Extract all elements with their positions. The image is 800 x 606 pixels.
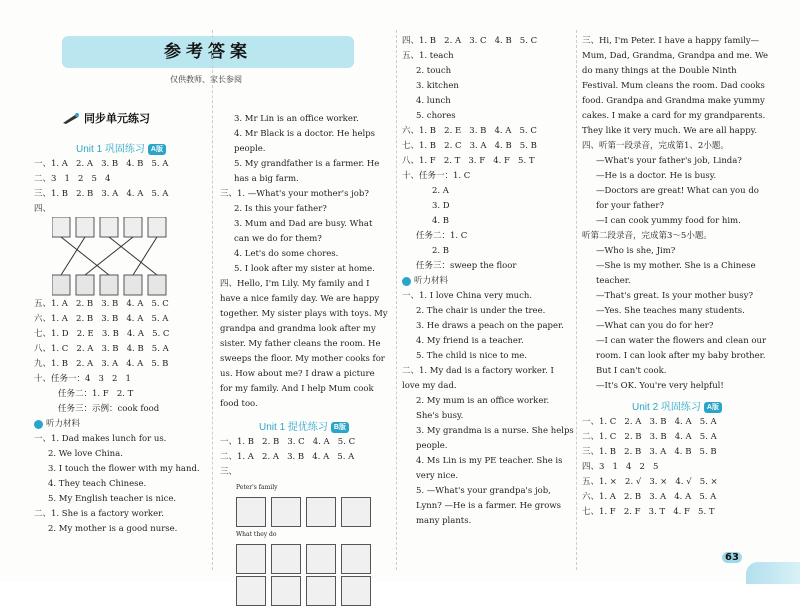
listening-heading	[402, 274, 574, 289]
section-title: 同步单元练习	[84, 112, 150, 125]
transcript-line: —Yes. She teaches many students.	[596, 306, 745, 316]
answer-line: 5. chores	[416, 111, 456, 121]
illustration	[271, 576, 301, 606]
answer-line: 任务三：sweep the floor	[416, 261, 517, 271]
transcript-line: 二、1. My dad is a factory worker. I love my dad.	[402, 366, 554, 391]
listening-title: 听力材料	[46, 419, 81, 429]
transcript-line: 2. My mother is a good nurse.	[48, 524, 178, 534]
answer-line: 二、1. A 2. A 3. B 4. A 5. A	[220, 452, 355, 462]
transcript-line: —Who is she, Jim?	[596, 246, 676, 256]
transcript-line: —She is my mother. She is a Chinese teacher.	[596, 261, 756, 286]
transcript-line: 5. My grandfather is a farmer. He has a big farm.	[234, 159, 380, 184]
answer-line: 五、1. A 2. B 3. B 4. A 5. C	[34, 299, 169, 309]
answer-line: 3. D	[432, 201, 450, 211]
picture-row	[236, 544, 388, 574]
column-divider	[396, 30, 398, 570]
transcript-line: 一、1. Dad makes lunch for us.	[34, 434, 167, 444]
level-badge: B版	[331, 422, 349, 433]
transcript-line: —I can cook yummy food for him.	[596, 216, 741, 226]
answer-line: 三、	[220, 467, 238, 477]
answer-line: 八、1. C 2. A 3. B 4. B 5. A	[34, 344, 169, 354]
answer-line: 四、1. B 2. A 3. C 4. B 5. C	[402, 36, 538, 46]
illustration	[271, 497, 301, 527]
transcript-line: 三、1. —What's your mother's job?	[220, 189, 369, 199]
picture-row	[236, 576, 388, 606]
transcript-line: —It's OK. You're very helpful!	[596, 381, 724, 391]
transcript-line: 3. My grandma is a nurse. She helps people.	[416, 426, 574, 451]
answer-line: 五、1. × 2. √ 3. × 4. √ 5. ×	[582, 477, 718, 487]
answer-line: 六、1. B 2. E 3. B 4. A 5. C	[402, 126, 537, 136]
illustration	[306, 497, 336, 527]
transcript-line: —Doctors are great! What can you do for your father?	[596, 186, 759, 211]
unit-heading	[34, 142, 208, 157]
page-corner-decoration	[746, 562, 800, 584]
transcript-line: 4. They teach Chinese.	[48, 479, 147, 489]
answer-line: 一、1. A 2. A 3. B 4. B 5. A	[34, 159, 169, 169]
unit-heading	[582, 400, 772, 415]
transcript-line: 5. The child is nice to me.	[416, 351, 527, 361]
transcript-line: 5. —What's your grandpa's job, Lynn? —He is a farmer. He grows many plants.	[416, 486, 562, 526]
transcript-line: —I can water the flowers and clean our room. I can look after my baby brother. But I can't cook.	[596, 336, 767, 376]
column-3	[402, 34, 574, 529]
answer-line: 任务二：1. F 2. T	[58, 389, 134, 399]
column-4	[582, 34, 772, 520]
matching-lines	[52, 217, 172, 297]
answer-line: 任务二：1. C	[416, 231, 468, 241]
answer-line: 二、1. C 2. B 3. B 4. A 5. A	[582, 432, 717, 442]
answer-line: 一、1. C 2. A 3. B 4. A 5. A	[582, 417, 717, 427]
column-divider	[576, 30, 578, 570]
picture-caption: Peter's family	[236, 484, 278, 491]
transcript-line: 2. Is this your father?	[234, 204, 327, 214]
unit-title: Unit 1 提优练习	[259, 422, 328, 433]
illustration	[306, 576, 336, 606]
level-badge: A版	[704, 402, 722, 413]
answer-line: 四、	[34, 204, 52, 214]
answer-line: 五、1. teach	[402, 51, 454, 61]
picture-caption: What they do	[236, 531, 277, 538]
transcript-line: —What can you do for her?	[596, 321, 714, 331]
transcript-line: 5. My English teacher is nice.	[48, 494, 177, 504]
transcript-line: 4. Let's do some chores.	[234, 249, 339, 259]
matching-diagram	[52, 217, 208, 297]
transcript-line: 4. My friend is a teacher.	[416, 336, 524, 346]
transcript-line: 四、听第一段录音，完成第1、2小题。	[582, 141, 729, 151]
transcript-line: —That's great. Is your mother busy?	[596, 291, 754, 301]
transcript-line: 一、1. I love China very much.	[402, 291, 533, 301]
illustration	[236, 544, 266, 574]
answer-line: 2. touch	[416, 66, 452, 76]
transcript-line: 3. I touch the flower with my hand.	[48, 464, 200, 474]
answer-line: 十、任务一：1. C	[402, 171, 471, 181]
answer-line: 4. B	[432, 216, 450, 226]
illustration	[306, 544, 336, 574]
answer-line: 六、1. A 2. B 3. B 4. A 5. A	[34, 314, 169, 324]
transcript-line: 3. Mum and Dad are busy. What can we do for them?	[234, 219, 373, 244]
answer-line: 七、1. F 2. F 3. T 4. F 5. T	[582, 507, 715, 517]
transcript-paragraph: 四、Hello, I'm Lily. My family and I have a nice family day. We are happy together. My sister plays with toys. My grandpa and grandma look after my sister. My father cleans the room. He sweeps the floor. My mother cooks for us. How about me? I draw a picture for my family. And I help Mum cook food too.	[220, 279, 388, 409]
answer-line: 二、3 1 2 5 4	[34, 174, 111, 184]
illustration	[341, 497, 371, 527]
transcript-line: —What's your father's job, Linda?	[596, 156, 742, 166]
answer-line: 四、3 1 4 2 5	[582, 462, 659, 472]
illustration	[271, 544, 301, 574]
column-2	[220, 112, 388, 606]
illustration	[236, 497, 266, 527]
answer-line: 七、1. D 2. E 3. B 4. A 5. C	[34, 329, 170, 339]
answer-line: 九、1. B 2. A 3. A 4. A 5. B	[34, 359, 169, 369]
section-heading	[62, 110, 150, 126]
unit-heading	[220, 420, 388, 435]
answer-line: 十、任务一：4 3 2 1	[34, 374, 131, 384]
answer-line: 六、1. A 2. B 3. A 4. A 5. A	[582, 492, 717, 502]
answer-line: 4. lunch	[416, 96, 451, 106]
answer-line: 七、1. B 2. C 3. A 4. B 5. B	[402, 141, 537, 151]
unit-title: Unit 2 巩固练习	[632, 402, 701, 413]
answer-line: 三、1. B 2. B 3. A 4. A 5. A	[34, 189, 169, 199]
headphone-icon	[402, 277, 411, 286]
answer-line: 3. kitchen	[416, 81, 459, 91]
transcript-line: 4. Mr Black is a doctor. He helps people.	[234, 129, 376, 154]
transcript-line: 5. I look after my sister at home.	[234, 264, 375, 274]
transcript-line: 3. He draws a peach on the paper.	[416, 321, 564, 331]
illustration	[341, 576, 371, 606]
page-title: 参考答案	[62, 36, 354, 68]
unit-title: Unit 1 巩固练习	[76, 144, 145, 155]
transcript-line: 4. Ms Lin is my PE teacher. She is very nice.	[416, 456, 563, 481]
transcript-line: 2. We love China.	[48, 449, 123, 459]
transcript-line: —He is a doctor. He is busy.	[596, 171, 717, 181]
page-number: 63	[722, 552, 742, 563]
answer-line: 2. B	[432, 246, 450, 256]
pen-icon	[62, 112, 80, 124]
illustration	[236, 576, 266, 606]
answer-line: 一、1. B 2. B 3. C 4. A 5. C	[220, 437, 356, 447]
answer-line: 三、1. B 2. B 3. A 4. B 5. B	[582, 447, 717, 457]
answer-line: 2. A	[432, 186, 449, 196]
transcript-line: 2. The chair is under the tree.	[416, 306, 546, 316]
transcript-line: 2. My mum is an office worker. She's busy.	[416, 396, 550, 421]
exercise-pictures	[236, 480, 388, 606]
level-badge: A版	[148, 144, 166, 155]
transcript-line: 3. Mr Lin is an office worker.	[234, 114, 359, 124]
answer-line: 任务三：示例：cook food	[58, 404, 160, 414]
picture-row	[236, 497, 388, 527]
transcript-line: 听第二段录音，完成第3～5小题。	[582, 231, 712, 241]
illustration	[341, 544, 371, 574]
listening-title: 听力材料	[414, 276, 449, 286]
column-1	[34, 142, 208, 537]
listening-heading	[34, 417, 208, 432]
page-subtitle: 仅供教师、家长参阅	[170, 75, 242, 84]
transcript-line: 二、1. She is a factory worker.	[34, 509, 164, 519]
answer-line: 八、1. F 2. T 3. F 4. F 5. T	[402, 156, 535, 166]
transcript-paragraph: 三、Hi, I'm Peter. I have a happy family—Mum, Dad, Grandma, Grandpa and me. We do many things at the Double Ninth Festival. Mum cleans the room. Dad cooks food. Grandpa and Grandma make yummy cakes. I make a card for my grandparents. They like it very much. We are all happy.	[582, 36, 769, 136]
column-divider	[212, 30, 214, 570]
headphone-icon	[34, 420, 43, 429]
